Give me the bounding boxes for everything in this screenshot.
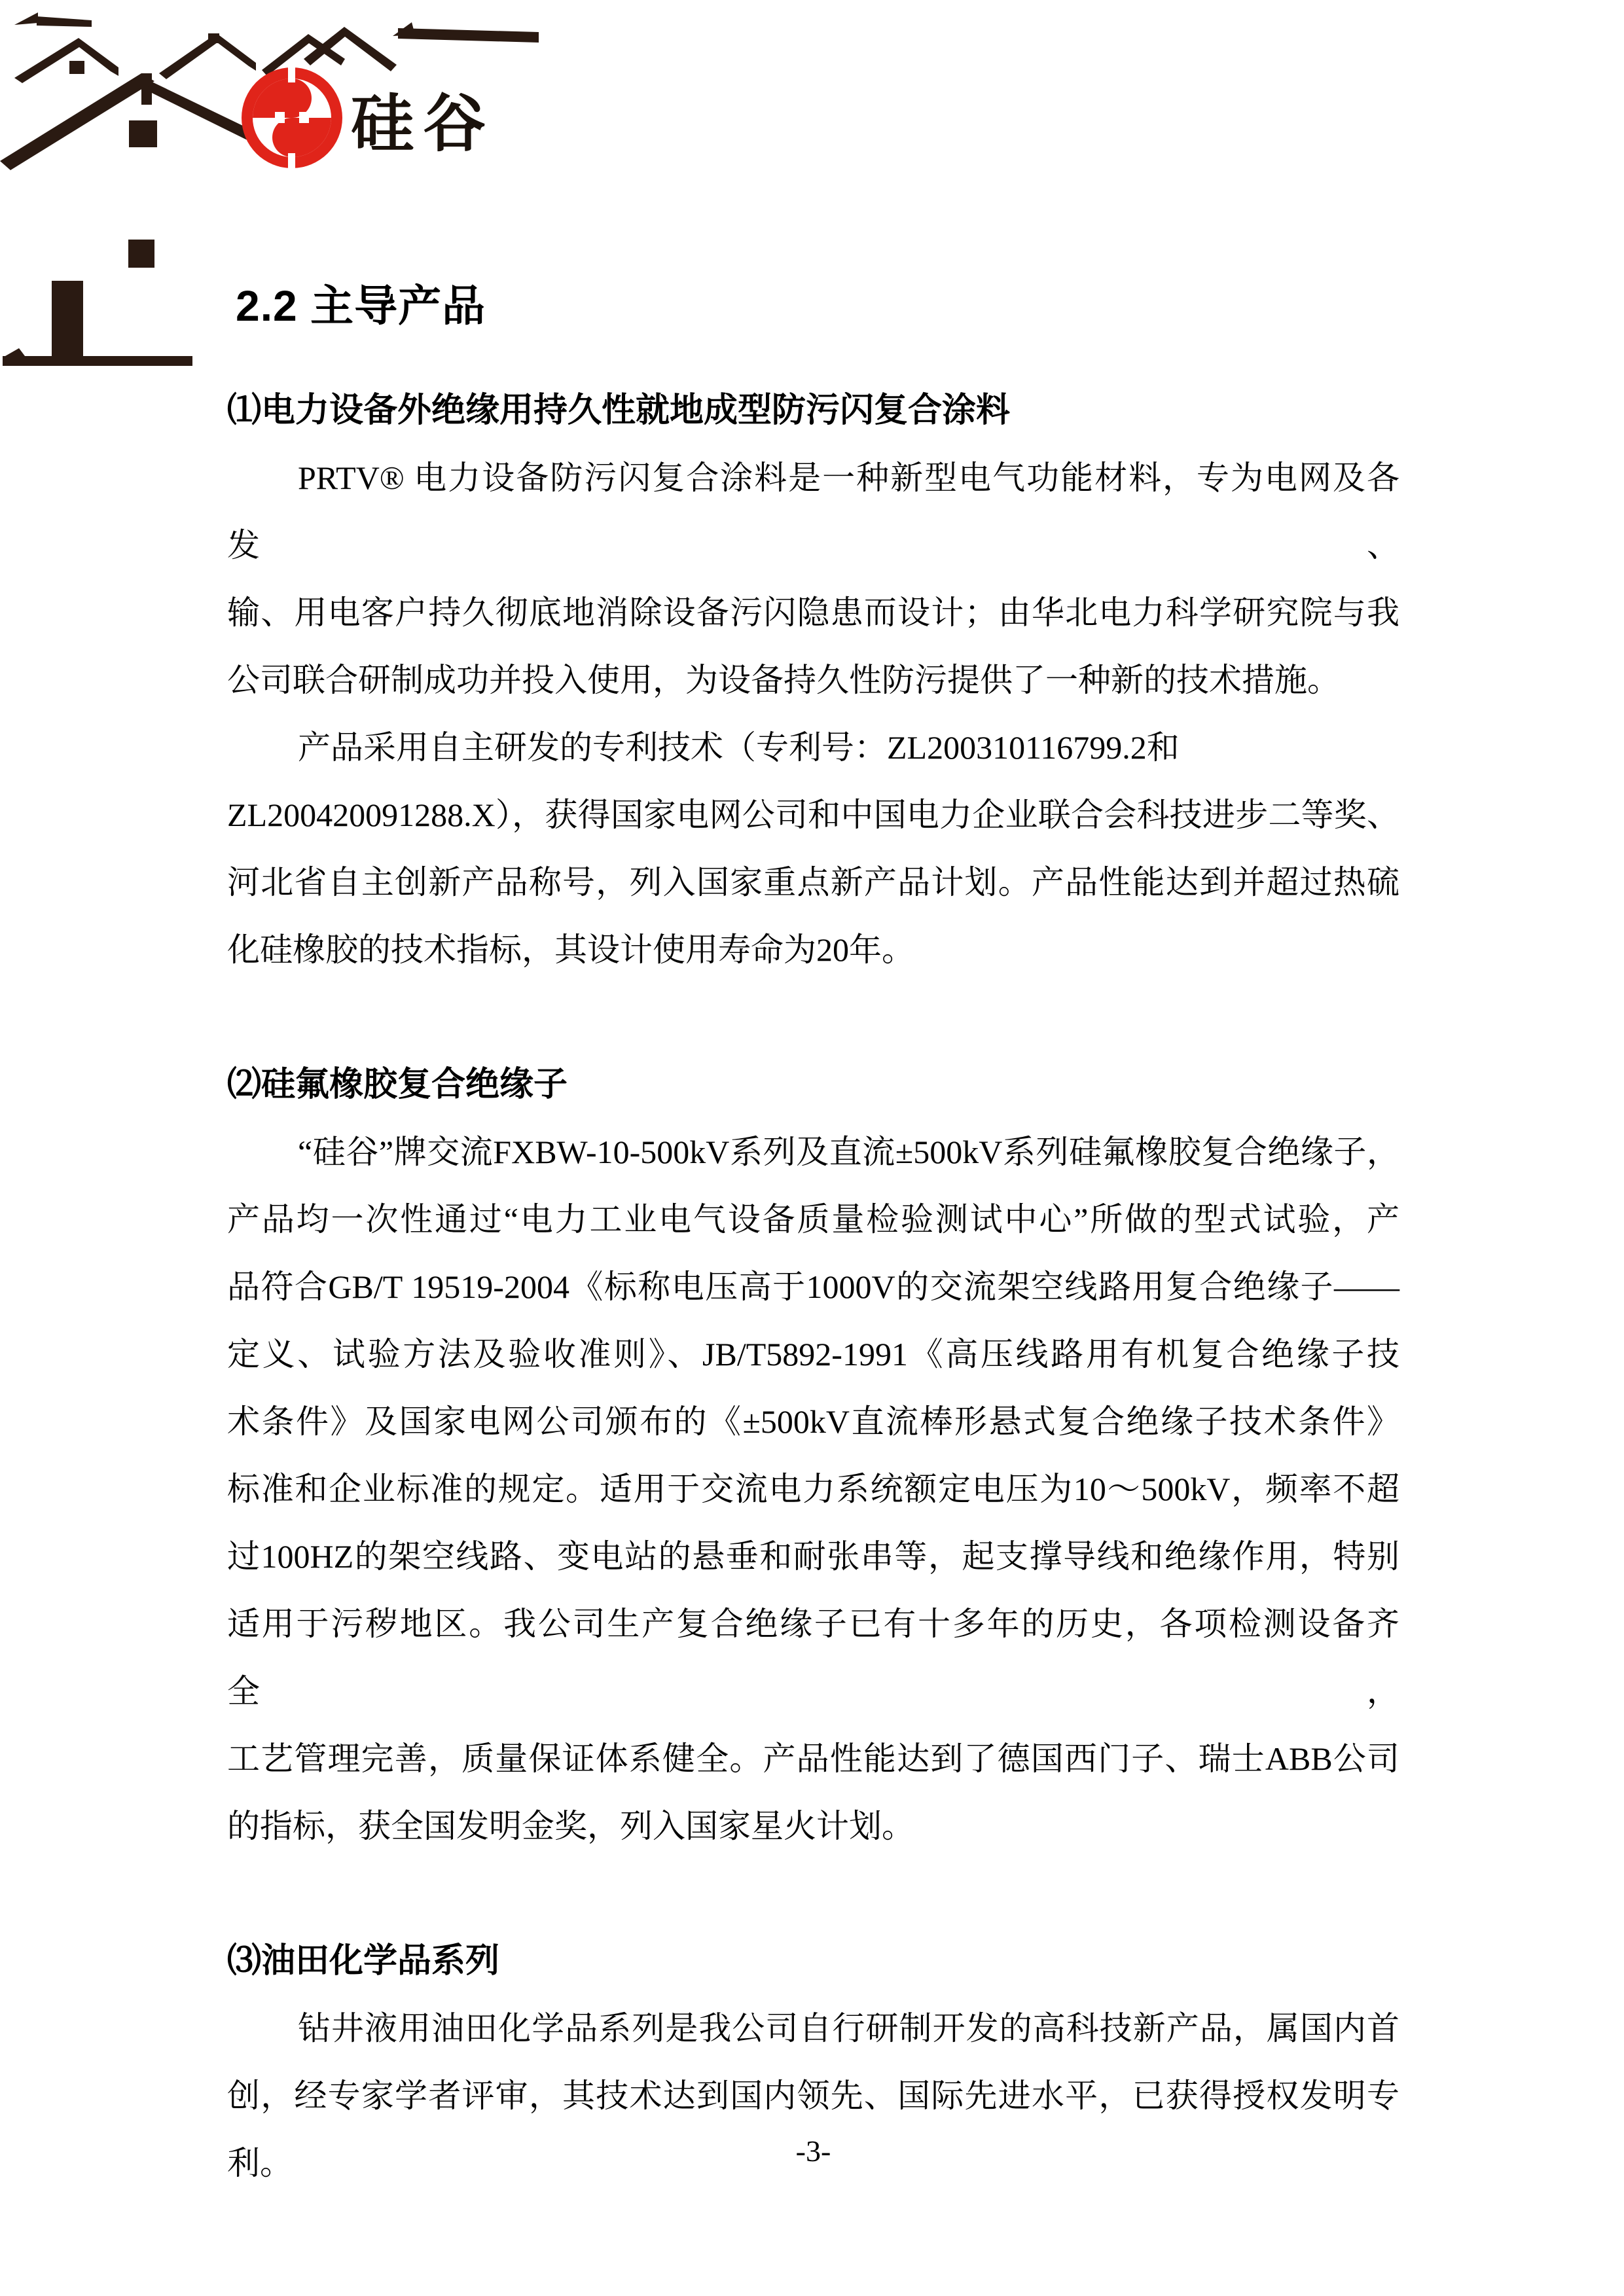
text-line: ZL200420091288.X），获得国家电网公司和中国电力企业联合会科技进步二等奖、 bbox=[227, 797, 1399, 833]
text-line: 公司联合研制成功并投入使用，为设备持久性防污提供了一种新的技术措施。 bbox=[227, 662, 1340, 698]
section-2-title: ⑵硅氟橡胶复合绝缘子 bbox=[227, 1066, 568, 1103]
page-number: -3- bbox=[795, 2134, 831, 2168]
text-line: 工艺管理完善，质量保证体系健全。产品性能达到了德国西门子、瑞士ABB公司 bbox=[227, 1740, 1399, 1777]
section-1-paragraph-2-continued bbox=[227, 781, 1399, 984]
section-3-title: ⑶油田化学品系列 bbox=[227, 1943, 500, 1980]
section-1-paragraph-1 bbox=[227, 444, 1399, 714]
text-line: 钻井液用油田化学品系列是我公司自行研制开发的高科技新产品，属国内首 bbox=[298, 2010, 1399, 2047]
text-line: 输、用电客户持久彻底地消除设备污闪隐患而设计；由华北电力科学研究院与我 bbox=[227, 594, 1399, 631]
blank-line bbox=[227, 984, 1399, 1051]
text-line: 化硅橡胶的技术指标，其设计使用寿命为20年。 bbox=[227, 931, 914, 968]
section-1-paragraph-2 bbox=[227, 714, 1399, 781]
s-circle-icon bbox=[242, 63, 342, 173]
text-line: 术条件》及国家电网公司颁布的《±500kV直流棒形悬式复合绝缘子技术条件》 bbox=[227, 1403, 1399, 1440]
text-line: PRTV® 电力设备防污闪复合涂料是一种新型电气功能材料，专为电网及各发、 bbox=[227, 459, 1399, 564]
document-body bbox=[227, 377, 1399, 2197]
text-line: 产品均一次性通过“电力工业电气设备质量检验测试中心”所做的型式试验，产 bbox=[227, 1201, 1399, 1238]
text-line: 创，经专家学者评审，其技术达到国内领先、国际先进水平，已获得授权发明专 bbox=[227, 2077, 1399, 2114]
section-1-title: ⑴电力设备外绝缘用持久性就地成型防污闪复合涂料 bbox=[227, 392, 1011, 429]
text-line: 的指标，获全国发明金奖，列入国家星火计划。 bbox=[227, 1808, 914, 1844]
text-line: 利。 bbox=[227, 2145, 293, 2181]
page-title: 2.2 主导产品 bbox=[236, 281, 486, 330]
text-line: 标准和企业标准的规定。适用于交流电力系统额定电压为10～500kV，频率不超 bbox=[227, 1471, 1399, 1507]
text-line: 河北省自主创新产品称号，列入国家重点新产品计划。产品性能达到并超过热硫 bbox=[227, 864, 1399, 901]
text-line: 适用于污秽地区。我公司生产复合绝缘子已有十多年的历史，各项检测设备齐全， bbox=[227, 1605, 1399, 1710]
brand-text: 硅谷 bbox=[351, 89, 495, 159]
section-2-paragraph-1 bbox=[227, 1119, 1399, 1860]
text-line: 品符合GB/T 19519-2004《标称电压高于1000V的交流架空线路用复合绝缘子—— bbox=[227, 1268, 1399, 1305]
text-line: 产品采用自主研发的专利技术（专利号：ZL200310116799.2和 bbox=[298, 729, 1180, 766]
text-line: 定义、试验方法及验收准则》、JB/T5892-1991《高压线路用有机复合绝缘子技 bbox=[227, 1336, 1399, 1372]
text-line: “硅谷”牌交流FXBW-10-500kV系列及直流±500kV系列硅氟橡胶复合绝缘子， bbox=[298, 1134, 1399, 1170]
text-line: 过100HZ的架空线路、变电站的悬垂和耐张串等，起支撑导线和绝缘作用，特别 bbox=[227, 1538, 1399, 1575]
blank-line bbox=[227, 1860, 1399, 1928]
